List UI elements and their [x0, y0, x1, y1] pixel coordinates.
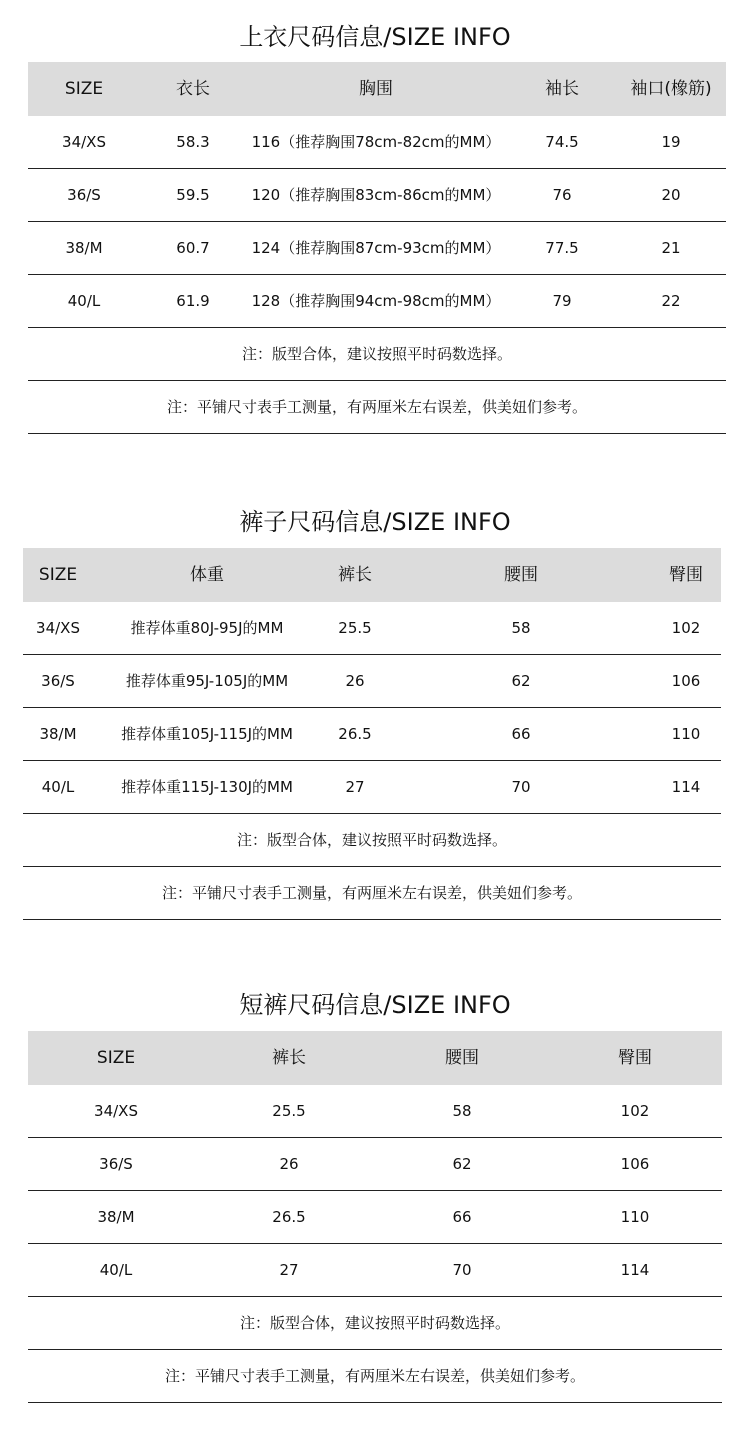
tops-size-table: [28, 62, 726, 434]
header-chest: 胸围: [359, 79, 393, 99]
cell-length: 59.5: [176, 186, 210, 204]
table-note-row: [28, 1297, 722, 1350]
pants-section-title: 裤子尺码信息/SIZE INFO: [239, 508, 511, 536]
cell-size: 34/XS: [62, 133, 106, 151]
cell-sleeve: 77.5: [545, 239, 579, 257]
table-row: [23, 708, 721, 761]
table-row: [23, 655, 721, 708]
header-sleeve: 袖长: [545, 79, 579, 99]
cell-size: 38/M: [65, 239, 103, 257]
cell-cuff: 21: [661, 239, 681, 257]
table-row: [23, 761, 721, 814]
cell-size: 40/L: [41, 778, 75, 796]
table-row: [28, 1244, 722, 1297]
cell-weight: 推荐体重80J-95J的MM: [130, 619, 284, 637]
cell-sleeve: 79: [552, 292, 572, 310]
table-header-row: [28, 1031, 722, 1085]
cell-size: 38/M: [39, 725, 77, 743]
header-size: SIZE: [96, 1048, 136, 1068]
pants-size-table: [23, 548, 721, 920]
table-header-row: [28, 62, 726, 116]
cell-waist: 62: [452, 1155, 472, 1173]
fit-note: 注：版型合体，建议按照平时码数选择。: [241, 345, 512, 363]
table-row: [28, 1138, 722, 1191]
cell-sleeve: 76: [552, 186, 572, 204]
header-length: 衣长: [176, 79, 210, 99]
table-row: [28, 1085, 722, 1138]
table-row: [28, 116, 726, 169]
cell-weight: 推荐体重115J-130J的MM: [121, 778, 293, 796]
table-note-row: [23, 867, 721, 920]
header-shorts-length: 裤长: [272, 1048, 306, 1068]
cell-hip: 106: [620, 1155, 650, 1173]
cell-hip: 114: [620, 1261, 650, 1279]
header-size: SIZE: [64, 79, 104, 99]
cell-sleeve: 74.5: [545, 133, 579, 151]
cell-length: 60.7: [176, 239, 210, 257]
table-note-row: [28, 381, 726, 434]
header-waist: 腰围: [504, 565, 538, 585]
measurement-note: 注：平铺尺寸表手工测量，有两厘米左右误差，供美妞们参考。: [164, 1367, 585, 1385]
header-cuff: 袖口(橡筋): [630, 79, 712, 99]
cell-size: 38/M: [97, 1208, 135, 1226]
cell-hip: 114: [671, 778, 701, 796]
tops-section-title: 上衣尺码信息/SIZE INFO: [239, 23, 511, 51]
measurement-note: 注：平铺尺寸表手工测量，有两厘米左右误差，供美妞们参考。: [161, 884, 582, 902]
cell-length: 58.3: [176, 133, 210, 151]
cell-size: 34/XS: [36, 619, 80, 637]
cell-size: 40/L: [67, 292, 101, 310]
cell-cuff: 19: [661, 133, 681, 151]
table-row: [28, 1191, 722, 1244]
header-hip: 臀围: [669, 565, 703, 585]
table-row: [23, 602, 721, 655]
cell-weight: 推荐体重95J-105J的MM: [125, 672, 289, 690]
header-hip: 臀围: [618, 1048, 652, 1068]
cell-pants-length: 27: [345, 778, 365, 796]
cell-waist: 70: [452, 1261, 472, 1279]
cell-shorts-length: 26.5: [272, 1208, 306, 1226]
fit-note: 注：版型合体，建议按照平时码数选择。: [239, 1314, 510, 1332]
cell-chest: 116（推荐胸围78cm-82cm的MM）: [251, 133, 501, 151]
measurement-note: 注：平铺尺寸表手工测量，有两厘米左右误差，供美妞们参考。: [166, 398, 587, 416]
cell-size: 34/XS: [94, 1102, 138, 1120]
cell-waist: 62: [511, 672, 531, 690]
header-weight: 体重: [190, 565, 224, 585]
cell-cuff: 22: [661, 292, 681, 310]
header-waist: 腰围: [445, 1048, 479, 1068]
header-size: SIZE: [38, 565, 78, 585]
cell-size: 36/S: [99, 1155, 133, 1173]
table-note-row: [28, 1350, 722, 1403]
cell-cuff: 20: [661, 186, 681, 204]
cell-chest: 124（推荐胸围87cm-93cm的MM）: [251, 239, 501, 257]
cell-size: 36/S: [41, 672, 75, 690]
cell-weight: 推荐体重105J-115J的MM: [121, 725, 293, 743]
table-header-row: [23, 548, 721, 602]
cell-pants-length: 25.5: [338, 619, 372, 637]
shorts-section-title: 短裤尺码信息/SIZE INFO: [239, 991, 511, 1019]
table-row: [28, 169, 726, 222]
cell-hip: 110: [671, 725, 701, 743]
cell-chest: 128（推荐胸围94cm-98cm的MM）: [251, 292, 501, 310]
cell-hip: 102: [620, 1102, 650, 1120]
table-note-row: [28, 328, 726, 381]
cell-chest: 120（推荐胸围83cm-86cm的MM）: [251, 186, 501, 204]
cell-hip: 106: [671, 672, 701, 690]
header-pants-length: 裤长: [338, 565, 372, 585]
cell-shorts-length: 26: [279, 1155, 299, 1173]
cell-size: 40/L: [99, 1261, 133, 1279]
cell-waist: 58: [511, 619, 531, 637]
cell-shorts-length: 25.5: [272, 1102, 306, 1120]
cell-waist: 66: [452, 1208, 472, 1226]
shorts-size-table: [28, 1031, 722, 1403]
cell-length: 61.9: [176, 292, 210, 310]
cell-size: 36/S: [67, 186, 101, 204]
table-note-row: [23, 814, 721, 867]
cell-shorts-length: 27: [279, 1261, 299, 1279]
cell-waist: 58: [452, 1102, 472, 1120]
table-row: [28, 222, 726, 275]
cell-pants-length: 26: [345, 672, 365, 690]
fit-note: 注：版型合体，建议按照平时码数选择。: [236, 831, 507, 849]
cell-waist: 70: [511, 778, 531, 796]
table-row: [28, 275, 726, 328]
cell-pants-length: 26.5: [338, 725, 372, 743]
cell-hip: 110: [620, 1208, 650, 1226]
cell-hip: 102: [671, 619, 701, 637]
cell-waist: 66: [511, 725, 531, 743]
